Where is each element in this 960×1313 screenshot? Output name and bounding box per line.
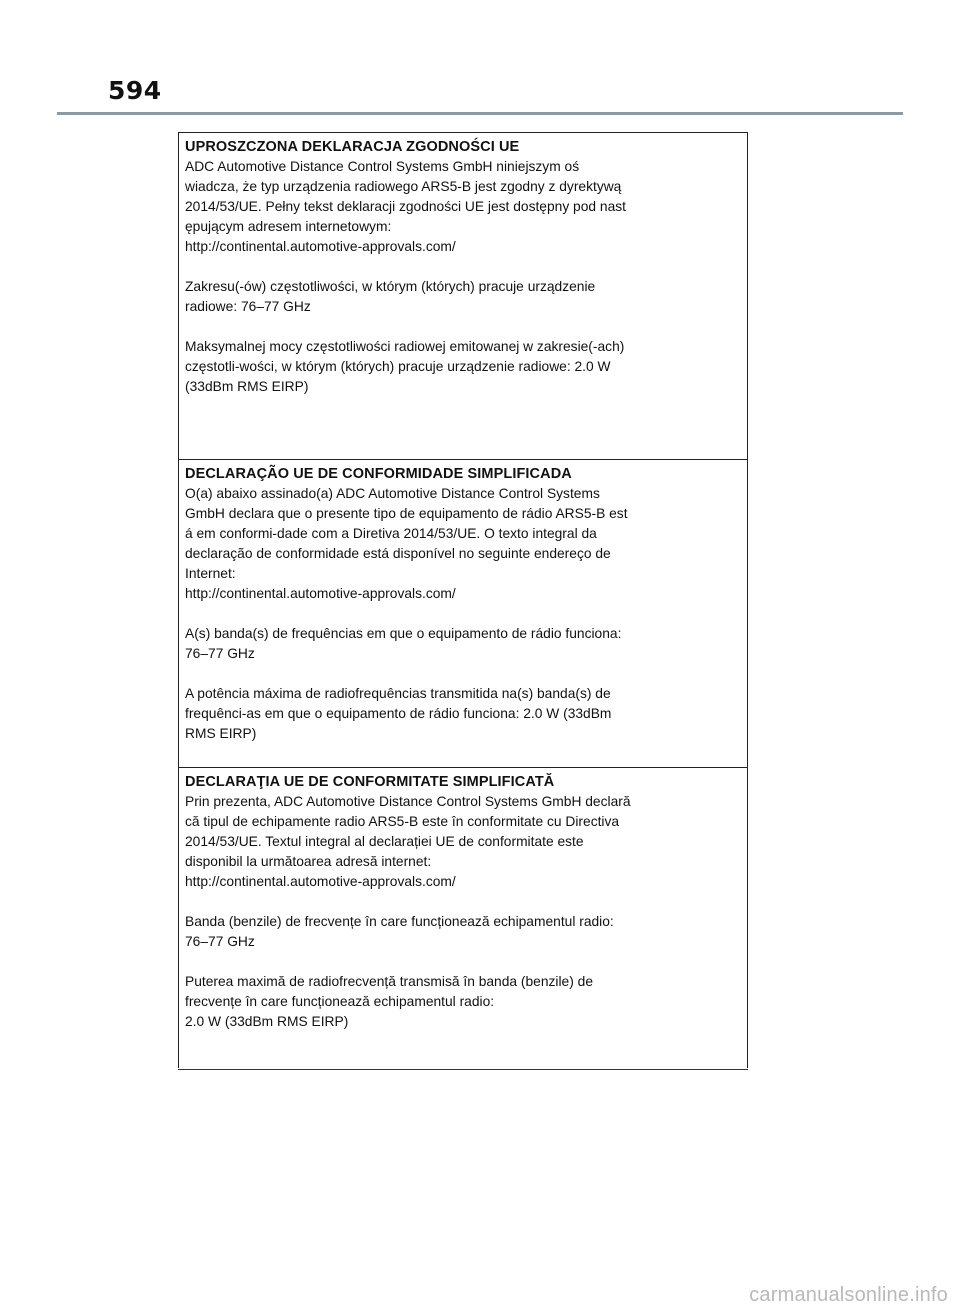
- paragraph: Maksymalnej mocy częstotliwości radiowej emitowanej w zakresie(-ach) częstotli-wości, w którym (których) pracuje urządzenie radiowe: 2.0 W (33dBm RMS EIRP): [185, 339, 625, 394]
- section-title: DECLARAŢIA UE DE CONFORMITATE SIMPLIFICATĂ: [185, 774, 555, 790]
- paragraph: O(a) abaixo assinado(a) ADC Automotive Distance Control Systems GmbH declara que o presente tipo de equipamento de rádio ARS5-B est á em conformi-dade com a Diretiva 2014/53/UE. O texto integral da declaração de conformidade está disponível no seguinte endereço de Internet: http://continental.automotive-approvals.com/: [185, 486, 628, 601]
- section-title: UPROSZCZONA DEKLARACJA ZGODNOŚCI UE: [185, 139, 520, 155]
- paragraph: A(s) banda(s) de frequências em que o equipamento de rádio funciona: 76–77 GHz: [185, 626, 622, 661]
- declaration-section-romanian: [179, 767, 747, 1069]
- watermark: carmanualsonline.info: [749, 1284, 948, 1306]
- declaration-frame: [178, 132, 748, 1068]
- paragraph: ADC Automotive Distance Control Systems GmbH niniejszym oś wiadcza, że typ urządzenia radiowego ARS5-B jest zgodny z dyrektywą 2014/53/UE. Pełny tekst deklaracji zgodności UE jest dostępny pod nast ępującym adresem internetowym: http://continental.automotive-approvals.com/: [185, 159, 626, 254]
- frame-bottom-edge: [178, 1069, 748, 1071]
- page-number: 594: [108, 76, 162, 105]
- declaration-section-polish: [179, 133, 747, 459]
- paragraph: A potência máxima de radiofrequências transmitida na(s) banda(s) de frequênci-as em que o equipamento de rádio funciona: 2.0 W (33dBm RMS EIRP): [185, 686, 612, 741]
- declaration-section-portuguese: [179, 459, 747, 767]
- paragraph: Prin prezenta, ADC Automotive Distance Control Systems GmbH declară că tipul de echipamente radio ARS5-B este în conformitate cu Directiva 2014/53/UE. Textul integral al declarației UE de conformitate este disponibil la următoarea adresă internet: http://continental.automotive-approvals.com/: [185, 794, 631, 889]
- paragraph: Banda (benzile) de frecvențe în care funcționează echipamentul radio: 76–77 GHz: [185, 914, 614, 949]
- paragraph: Puterea maximă de radiofrecvență transmisă în banda (benzile) de frecvențe în care funcționează echipamentul radio: 2.0 W (33dBm RMS EIRP): [185, 974, 593, 1029]
- paragraph: Zakresu(-ów) częstotliwości, w którym (których) pracuje urządzenie radiowe: 76–77 GHz: [185, 279, 596, 314]
- header-rule: [57, 112, 903, 115]
- section-title: DECLARAÇÃO UE DE CONFORMIDADE SIMPLIFICADA: [185, 466, 572, 482]
